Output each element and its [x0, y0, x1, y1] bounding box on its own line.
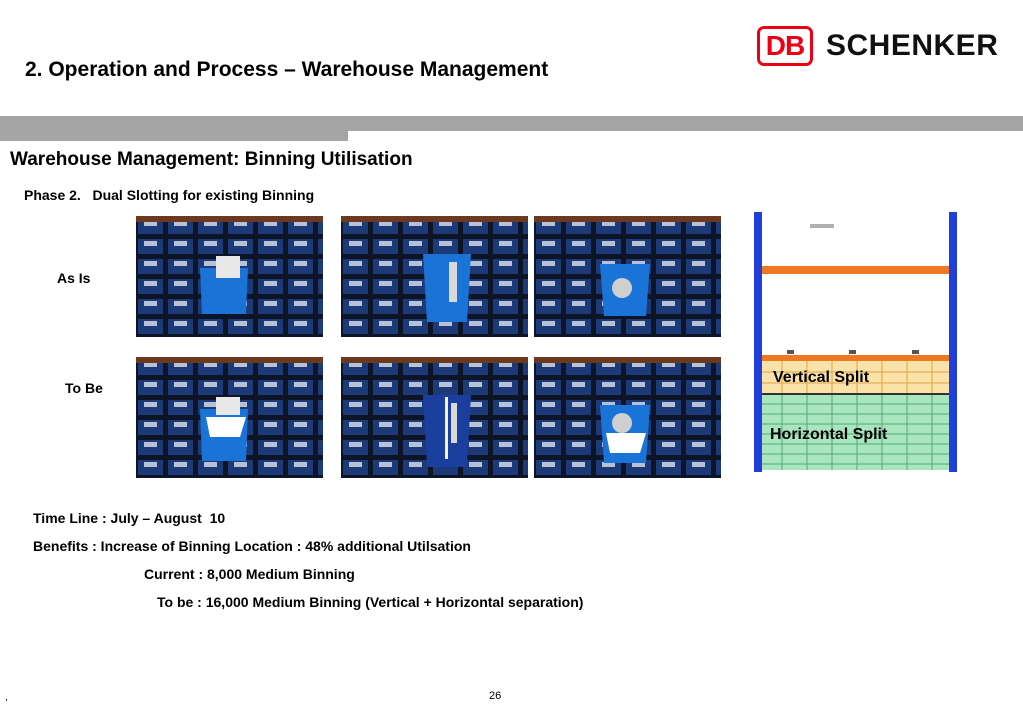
page-number: 26 — [489, 690, 502, 702]
current-binning-text: Current : 8,000 Medium Binning — [144, 566, 355, 582]
db-schenker-logo — [757, 25, 998, 67]
as-is-photo-3 — [534, 216, 721, 337]
to-be-binning-text: To be : 16,000 Medium Binning (Vertical + Horizontal separation) — [157, 594, 584, 610]
horizontal-split-label: Horizontal Split — [770, 426, 888, 443]
page-title: 2. Operation and Process – Warehouse Management — [25, 58, 549, 81]
as-is-photo-2 — [341, 216, 528, 337]
as-is-photo-1 — [136, 216, 323, 337]
to-be-label: To Be — [65, 380, 103, 396]
header-divider-left — [0, 116, 348, 141]
phase-subtitle: Phase 2. Dual Slotting for existing Binning — [24, 187, 315, 203]
timeline-text: Time Line : July – August 10 — [33, 510, 226, 526]
vertical-split-label: Vertical Split — [773, 369, 870, 386]
header-divider-right — [348, 116, 1023, 131]
to-be-photo-2 — [341, 357, 528, 478]
schenker-wordmark: SCHENKER — [826, 29, 999, 62]
footer-mark: , — [5, 692, 8, 703]
benefits-text: Benefits : Increase of Binning Location : 48% additional Utilsation — [33, 538, 471, 554]
to-be-photo-3 — [534, 357, 721, 478]
to-be-photo-1 — [136, 357, 323, 478]
section-title: Warehouse Management: Binning Utilisation — [10, 149, 413, 170]
as-is-label: As Is — [57, 270, 91, 286]
db-logo-mark: DB — [757, 26, 813, 66]
